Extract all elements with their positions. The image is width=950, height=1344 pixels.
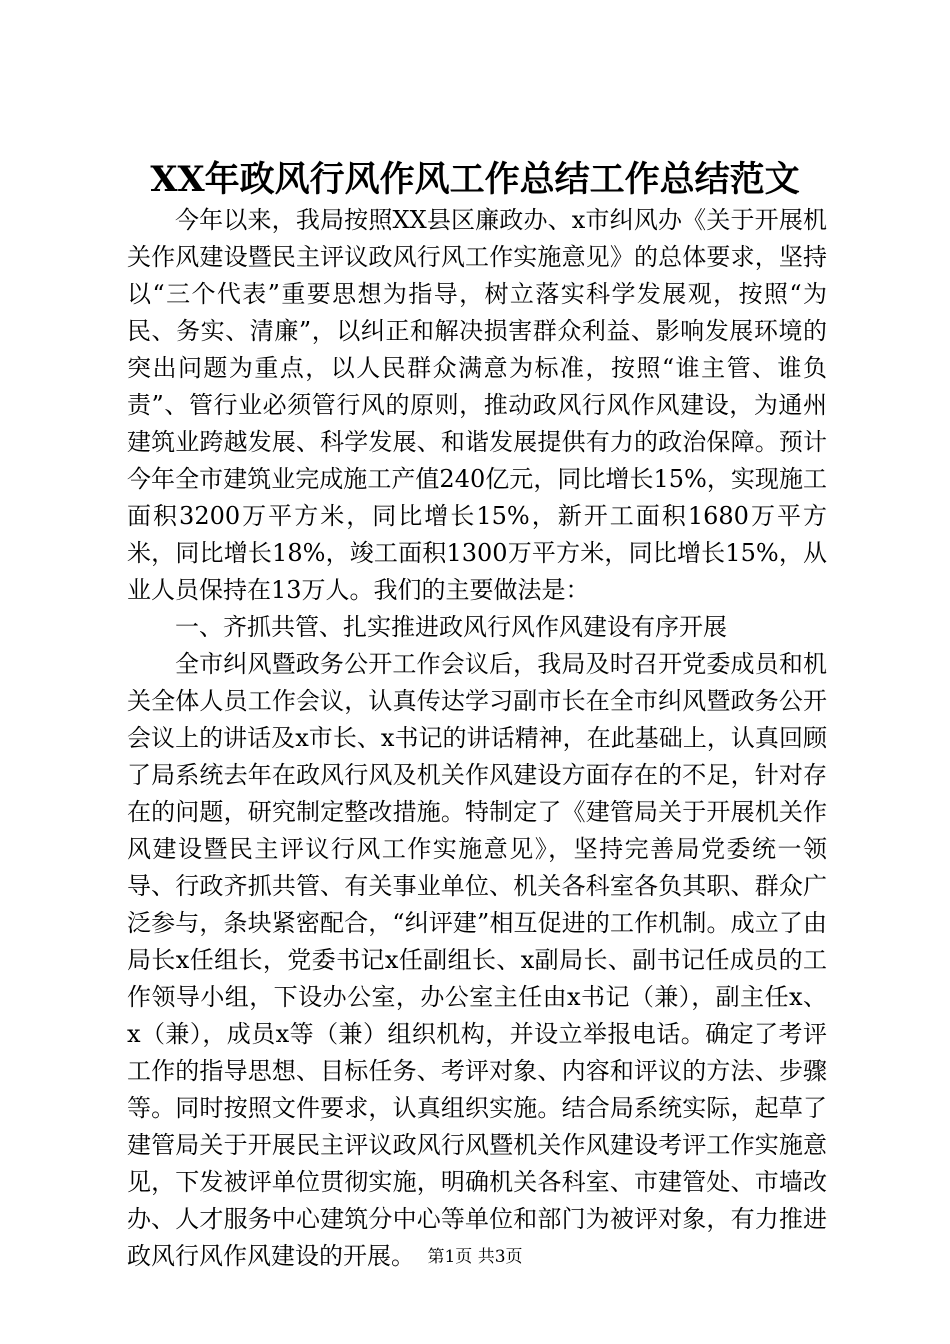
section-heading: 一、齐抓共管、扎实推进政风行风作风建设有序开展 bbox=[175, 613, 727, 641]
page-number-footer: 第1页 共3页 bbox=[427, 1247, 523, 1267]
document-body bbox=[127, 202, 827, 1275]
section-paragraph: 全市纠风暨政务公开工作会议后，我局及时召开党委成员和机关全体人员工作会议，认真传达学习副市长在全市纠风暨政务公开会议上的讲话及x市长、x书记的讲话精神，在此基础上，认真回顾了局系统去年在政风行风及机关作风建设方面存在的不足，针对存在的问题，研究制定整改措施。特制定了《建管局关于开展机关作风建设暨民主评议行风工作实施意见》，坚持完善局党委统一领导、行政齐抓共管、有关事业单位、机关各科室各负其职、群众广泛参与，条块紧密配合，“纠评建”相互促进的工作机制。成立了由局长x任组长，党委书记x任副组长、x副局长、副书记任成员的工作领导小组，下设办公室，办公室主任由x书记（兼），副主任x、x（兼），成员x等（兼）组织机构，并设立举报电话。确定了考评工作的指导思想、目标任务、考评对象、内容和评议的方法、步骤等。同时按照文件要求，认真组织实施。结合局系统实际，起草了建管局关于开展民主评议政风行风暨机关作风建设考评工作实施意见，下发被评单位贯彻实施，明确机关各科室、市建管处、市墙改办、人才服务中心建筑分中心等单位和部门为被评对象，有力推进政风行风作风建设的开展。 bbox=[127, 650, 827, 1270]
document-title: XX年政风行风作风工作总结工作总结范文 bbox=[150, 159, 800, 200]
intro-paragraph: 今年以来，我局按照XX县区廉政办、x市纠风办《关于开展机关作风建设暨民主评议政风行风工作实施意见》的总体要求，坚持以“三个代表”重要思想为指导，树立落实科学发展观，按照“为民、务实、清廉”，以纠正和解决损害群众利益、影响发展环境的突出问题为重点，以人民群众满意为标准，按照“谁主管、谁负责”、管行业必须管行风的原则，推动政风行风作风建设，为通州建筑业跨越发展、科学发展、和谐发展提供有力的政治保障。预计今年全市建筑业完成施工产值240亿元，同比增长15%，实现施工面积3200万平方米，同比增长15%，新开工面积1680万平方米，同比增长18%，竣工面积1300万平方米，同比增长15%，从业人员保持在13万人。我们的主要做法是： bbox=[127, 206, 827, 604]
